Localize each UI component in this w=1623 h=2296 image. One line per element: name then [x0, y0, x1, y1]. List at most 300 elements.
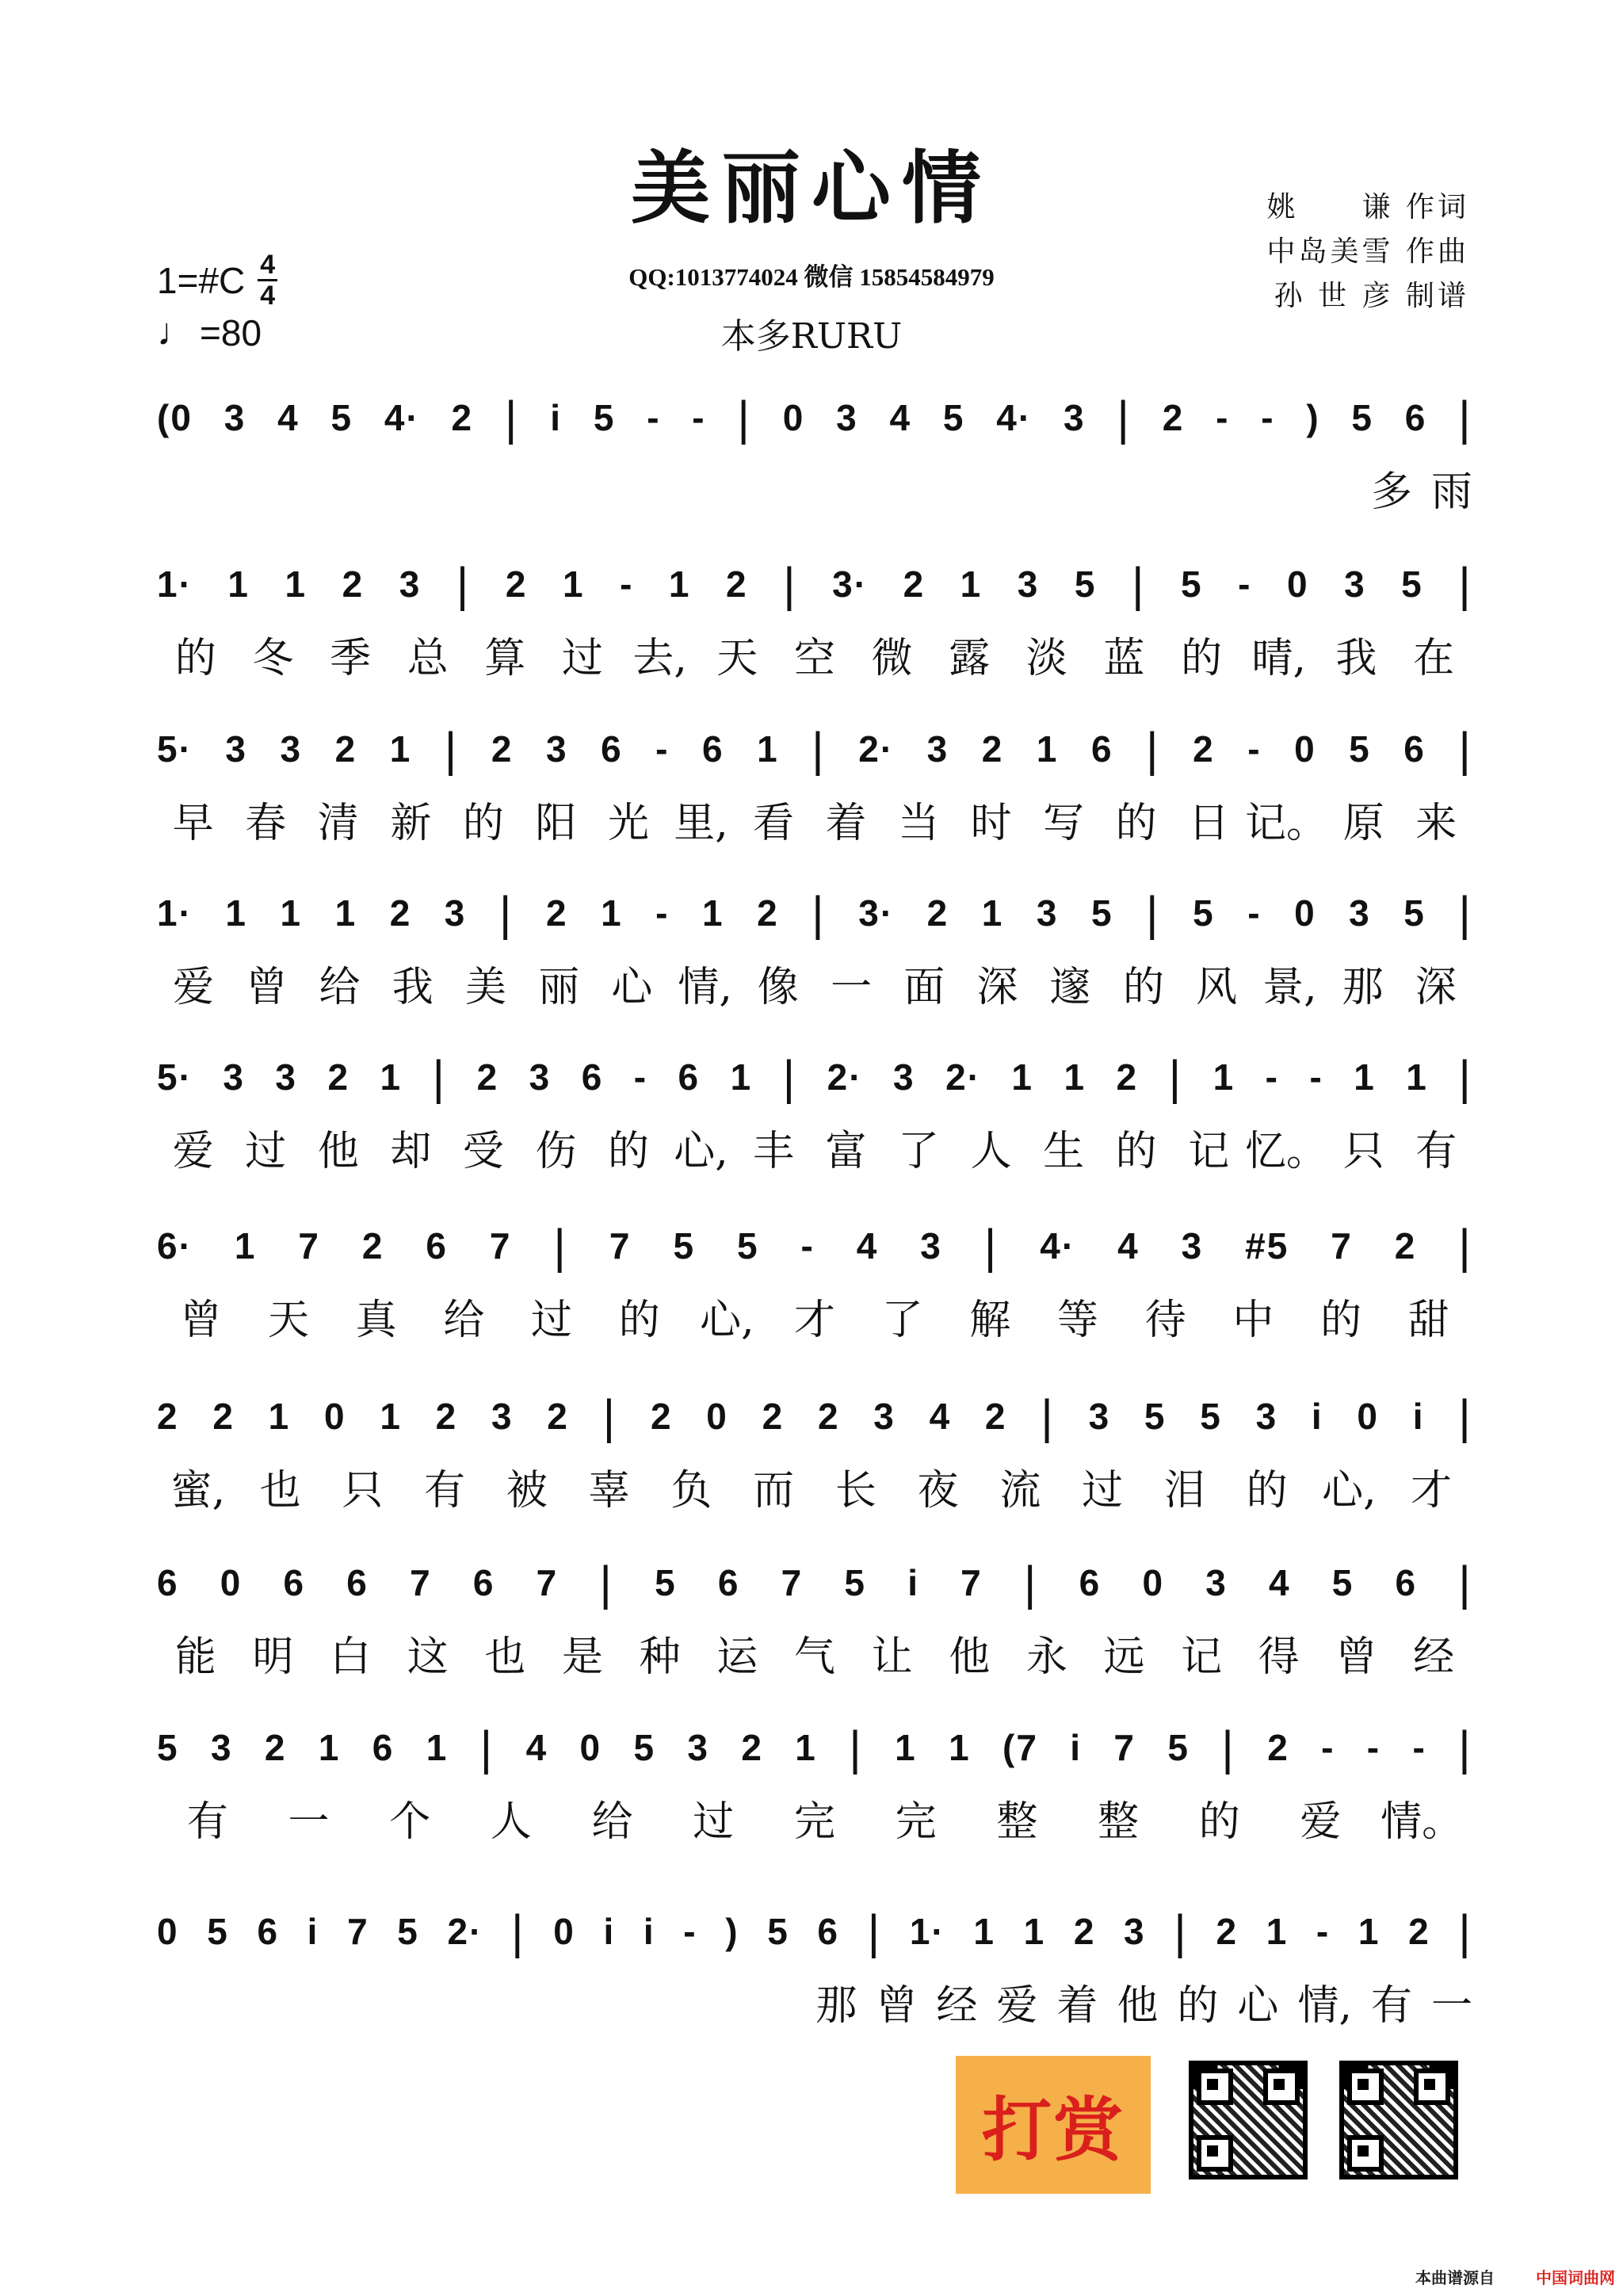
note: 2·	[827, 1056, 863, 1098]
tempo-value: =80	[200, 312, 262, 353]
note: 1	[701, 892, 724, 934]
bar-line: |	[1221, 1721, 1235, 1775]
bar-line: |	[456, 557, 471, 611]
lyric-char: 整	[1098, 1797, 1140, 1846]
bar-line: |	[1458, 1050, 1472, 1104]
lyrics-line	[157, 1458, 1472, 1514]
note: 5	[633, 1727, 656, 1768]
notation-line	[157, 1553, 1472, 1612]
lyric-char: 永	[1025, 1633, 1067, 1681]
bar-line: |	[812, 886, 826, 940]
lyric-char: 辜	[588, 1466, 630, 1515]
lyric-char: 让	[871, 1633, 913, 1681]
lyric-char: 却	[390, 1127, 432, 1175]
note: 1	[380, 1056, 403, 1098]
note: 5	[1167, 1727, 1190, 1768]
note: )	[725, 1911, 739, 1952]
note: 1	[601, 892, 623, 934]
note: -	[1366, 1727, 1381, 1768]
note: (7	[1002, 1727, 1038, 1768]
lyric-char: 心,	[700, 1296, 754, 1344]
lyric-char: 的	[174, 634, 216, 682]
lyric-char: 微	[871, 634, 913, 682]
note: 3·	[832, 563, 869, 605]
lyric-char: 也	[484, 1633, 526, 1681]
lyric-char: 过	[245, 1127, 287, 1175]
note: 2	[1267, 1727, 1289, 1768]
lyric-char: 曾	[1335, 1633, 1377, 1681]
lyric-char: 情。	[1381, 1797, 1464, 1846]
note: 6	[581, 1056, 604, 1098]
note: 6	[372, 1727, 395, 1768]
lyrics-line	[157, 791, 1472, 846]
lyric-char: 空	[793, 634, 835, 682]
lyric-char: 的	[618, 1296, 660, 1344]
note: 4·	[384, 397, 420, 438]
bar-line: |	[1458, 1721, 1472, 1775]
note: 6	[717, 1562, 740, 1603]
note: 1	[1358, 1911, 1381, 1952]
bar-line: |	[1041, 1389, 1055, 1443]
lyric-char: 情,	[1297, 1981, 1352, 2030]
lyrics-line	[157, 460, 1472, 515]
note: 7	[609, 1225, 632, 1266]
note: 3	[545, 728, 568, 770]
note: 2	[491, 728, 514, 770]
note: -	[800, 1225, 815, 1266]
note: 1	[960, 563, 983, 605]
lyric-char: 待	[1144, 1296, 1186, 1344]
note: 6	[817, 1911, 839, 1952]
lyric-char: 这	[407, 1633, 449, 1681]
note: 3	[225, 728, 247, 770]
lyrics-line	[157, 1625, 1472, 1680]
bar-line: |	[1146, 722, 1160, 776]
lyric-char: 个	[389, 1797, 431, 1846]
note: 4	[929, 1396, 952, 1437]
note: 5	[1200, 1396, 1222, 1437]
note: 1	[1011, 1056, 1034, 1098]
note: 1·	[157, 563, 193, 605]
qr-code-icon	[1189, 2061, 1308, 2179]
lyric-char: 泪	[1163, 1466, 1205, 1515]
lyric-char: 来	[1415, 799, 1457, 847]
note: 2	[451, 397, 474, 438]
note: 2·	[858, 728, 895, 770]
lyric-char: 写	[1043, 799, 1085, 847]
note: -	[620, 563, 634, 605]
note: 5	[593, 397, 616, 438]
lyric-char: 明	[252, 1633, 294, 1681]
lyric-char: 他	[1117, 1981, 1159, 2030]
lyric-char: 我	[1335, 634, 1377, 682]
note: 6	[701, 728, 724, 770]
note: 3	[836, 397, 858, 438]
lyric-char: 气	[793, 1633, 835, 1681]
note: 2	[476, 1056, 499, 1098]
note: 6	[346, 1562, 369, 1603]
lyric-char: 生	[1043, 1127, 1085, 1175]
lyric-char: 的	[1198, 1797, 1240, 1846]
lyric-char: 丰	[753, 1127, 795, 1175]
note: 1	[280, 892, 303, 934]
lyric-char: 曾	[876, 1981, 918, 2030]
note: i	[307, 1911, 319, 1952]
lyric-char: 种	[639, 1633, 681, 1681]
note: 0	[1286, 563, 1309, 605]
lyric-char: 风	[1196, 963, 1238, 1011]
lyric-char: 真	[355, 1296, 397, 1344]
note: 4·	[996, 397, 1033, 438]
note: 2	[1116, 1056, 1139, 1098]
footer-site[interactable]: 中国词曲网	[1536, 2268, 1615, 2287]
lyric-char: 春	[245, 799, 287, 847]
bar-line: |	[511, 1904, 525, 1958]
lyric-char: 而	[753, 1466, 795, 1515]
note: i	[1311, 1396, 1323, 1437]
lyric-char: 看	[753, 799, 795, 847]
lyric-char: 只	[1342, 1127, 1384, 1175]
bar-line: |	[783, 557, 797, 611]
lyric-char: 给	[591, 1797, 633, 1846]
notation-line	[157, 1048, 1472, 1106]
lyric-char: 完	[895, 1797, 937, 1846]
bar-line: |	[1458, 557, 1472, 611]
note: (0	[157, 397, 193, 438]
lyric-char: 的	[1246, 1466, 1288, 1515]
note: 2	[1216, 1911, 1239, 1952]
note: 3	[280, 728, 303, 770]
note: 7	[410, 1562, 432, 1603]
note: 5	[330, 397, 353, 438]
lyric-char: 一	[1430, 1981, 1472, 2030]
note: 0	[1142, 1562, 1165, 1603]
lyric-char: 心,	[1322, 1466, 1377, 1515]
note: 1	[225, 892, 247, 934]
lyric-char: 曾	[246, 963, 288, 1011]
note: -	[1265, 1056, 1279, 1098]
lyric-char: 负	[670, 1466, 712, 1515]
lyric-char: 伤	[535, 1127, 577, 1175]
note: 2	[547, 1396, 569, 1437]
note: 3	[1088, 1396, 1111, 1437]
lyric-char: 里,	[674, 799, 728, 847]
note: 0	[220, 1562, 242, 1603]
note: 3	[444, 892, 467, 934]
note: 5	[673, 1225, 696, 1266]
lyric-char: 给	[443, 1296, 485, 1344]
note: 6	[1404, 397, 1427, 438]
lyric-char: 心	[611, 963, 653, 1011]
note: 1	[730, 1056, 753, 1098]
time-bottom: 4	[260, 281, 276, 311]
arranger-credit: 孙 世 彦 制谱	[1274, 280, 1469, 312]
note: 7	[781, 1562, 804, 1603]
note: 0	[323, 1396, 346, 1437]
lyric-char: 夜	[917, 1466, 959, 1515]
composer-credit: 中岛美雪 作曲	[1266, 235, 1469, 268]
lyrics-line	[157, 626, 1472, 682]
note: -	[692, 397, 706, 438]
lyric-char: 景,	[1262, 963, 1317, 1011]
note: 2	[342, 563, 365, 605]
bar-line: |	[1458, 886, 1472, 940]
note: 3	[223, 397, 246, 438]
note: 6	[426, 1225, 448, 1266]
lyrics-line	[157, 955, 1472, 1010]
lyric-char: 过	[1082, 1466, 1124, 1515]
lyric-char: 邃	[1049, 963, 1091, 1011]
note: 1	[1212, 1056, 1235, 1098]
lyric-char: 的	[607, 1127, 649, 1175]
note: -	[655, 728, 670, 770]
note: 1	[1064, 1056, 1086, 1098]
lyric-char: 露	[949, 634, 991, 682]
lyric-char: 一	[831, 963, 873, 1011]
note: 7	[960, 1562, 983, 1603]
note: 0	[1357, 1396, 1379, 1437]
lyric-char: 天	[268, 1296, 310, 1344]
lyric-char: 有	[1415, 1127, 1457, 1175]
lyric-char: 的	[1320, 1296, 1362, 1344]
note: 2	[741, 1727, 763, 1768]
note: 3	[491, 1396, 514, 1437]
note: 6·	[157, 1225, 193, 1266]
note: i	[907, 1562, 919, 1603]
lyric-char: 只	[342, 1466, 384, 1515]
bar-line: |	[1458, 1904, 1472, 1958]
note: 1	[973, 1911, 995, 1952]
lyric-char: 过	[531, 1296, 573, 1344]
lyric-char: 解	[969, 1296, 1011, 1344]
lyric-char: 的	[462, 799, 504, 847]
note: #5	[1245, 1225, 1289, 1266]
bar-line: |	[812, 722, 826, 776]
note: 0	[1294, 892, 1316, 934]
note: )	[1306, 397, 1320, 438]
note: 3	[1063, 397, 1086, 438]
note: 1·	[157, 892, 193, 934]
note: 6	[283, 1562, 306, 1603]
lyric-char: 是	[562, 1633, 604, 1681]
note: 4	[525, 1727, 548, 1768]
lyric-char: 像	[757, 963, 799, 1011]
bar-line: |	[1458, 1219, 1472, 1273]
note: 2	[650, 1396, 673, 1437]
bar-line: |	[479, 1721, 495, 1775]
lyric-char: 受	[462, 1127, 504, 1175]
note: 1	[895, 1727, 917, 1768]
note: -	[1412, 1727, 1426, 1768]
note: i	[603, 1911, 616, 1952]
note: 1	[318, 1727, 341, 1768]
notation-line	[157, 1902, 1472, 1961]
credits	[1267, 185, 1469, 319]
lyric-char: 深	[1415, 963, 1457, 1011]
lyric-char: 一	[288, 1797, 330, 1846]
lyric-char: 我	[391, 963, 433, 1011]
note: 5	[1351, 397, 1374, 438]
lyric-char: 整	[996, 1797, 1038, 1846]
bar-line: |	[1458, 1389, 1472, 1443]
lyric-char: 运	[716, 1633, 758, 1681]
lyric-char: 爱	[172, 1127, 214, 1175]
note: -	[1316, 1911, 1331, 1952]
singer-name: 本多RURU	[720, 316, 903, 357]
note: -	[1247, 892, 1262, 934]
bar-line: |	[849, 1721, 863, 1775]
note: 2·	[945, 1056, 981, 1098]
lyric-char: 有	[186, 1797, 228, 1846]
lyric-char: 长	[834, 1466, 876, 1515]
key-signature	[157, 250, 277, 356]
lyric-char: 人	[970, 1127, 1012, 1175]
lyric-char: 完	[793, 1797, 835, 1846]
lyric-char: 的	[1122, 963, 1164, 1011]
note: 1	[981, 892, 1004, 934]
bar-line: |	[498, 886, 514, 940]
note: 5	[942, 397, 965, 438]
note: 0	[553, 1911, 575, 1952]
lyric-char: 爱	[1300, 1797, 1342, 1846]
note: 7	[298, 1225, 320, 1266]
lyric-char: 淡	[1025, 634, 1067, 682]
reward-button[interactable]: 打赏	[956, 2056, 1151, 2194]
lyric-char: 当	[898, 799, 940, 847]
note: 4	[889, 397, 912, 438]
note: -	[1261, 397, 1275, 438]
note: 3	[1255, 1396, 1278, 1437]
lyric-char: 深	[976, 963, 1018, 1011]
lyric-char: 时	[970, 799, 1012, 847]
lyric-char: 也	[259, 1466, 301, 1515]
lyric-char: 新	[390, 799, 432, 847]
lyric-char: 多	[1370, 468, 1412, 516]
lyric-char: 忆。	[1244, 1127, 1327, 1175]
note: 4	[1268, 1562, 1291, 1603]
note: 3	[529, 1056, 552, 1098]
bar-line: |	[1146, 886, 1160, 940]
note: -	[655, 892, 670, 934]
note: 2	[903, 563, 926, 605]
note: 3	[893, 1056, 915, 1098]
note: -	[647, 397, 661, 438]
key-label: 1=#C	[157, 259, 246, 301]
note: 4	[277, 397, 300, 438]
lyric-char: 记。	[1244, 799, 1327, 847]
note: 1	[949, 1727, 971, 1768]
note: i	[1070, 1727, 1083, 1768]
note: 1	[389, 728, 412, 770]
bar-line: |	[1458, 722, 1472, 776]
note: 1	[334, 892, 357, 934]
notation-line	[157, 388, 1472, 447]
note: 1	[757, 728, 779, 770]
note: 1	[268, 1396, 291, 1437]
bar-line: |	[432, 1050, 447, 1104]
bar-line: |	[553, 1219, 567, 1273]
lyric-char: 算	[484, 634, 526, 682]
lyrics-line	[157, 1288, 1472, 1343]
note: 1	[234, 1225, 257, 1266]
notation-line	[157, 1718, 1472, 1777]
lyric-char: 他	[949, 1633, 991, 1681]
note: 5	[1403, 892, 1426, 934]
note: 6	[1403, 728, 1426, 770]
note: 6	[678, 1056, 701, 1098]
note: 7	[347, 1911, 369, 1952]
lyric-char: 蜜,	[170, 1466, 226, 1515]
lyric-char: 着	[825, 799, 867, 847]
lyric-char: 在	[1413, 634, 1455, 682]
note: 2	[757, 892, 779, 934]
bar-line: |	[504, 391, 519, 445]
note: 3	[210, 1727, 233, 1768]
lyric-char: 爱	[996, 1981, 1038, 2030]
lyric-char: 日	[1188, 799, 1230, 847]
note: 3	[1205, 1562, 1228, 1603]
note: 5	[736, 1225, 759, 1266]
note: 2	[1408, 1911, 1430, 1952]
lyric-char: 富	[825, 1127, 867, 1175]
bar-line: |	[1458, 391, 1472, 445]
note: 3	[223, 1056, 245, 1098]
note: 1	[1354, 1056, 1376, 1098]
note: 1	[380, 1396, 402, 1437]
lyric-char: 有	[424, 1466, 466, 1515]
lyric-char: 冬	[252, 634, 294, 682]
note: i	[643, 1911, 655, 1952]
lyric-char: 季	[330, 634, 372, 682]
lyrics-line	[157, 1973, 1472, 2029]
lyric-char: 的	[1181, 634, 1223, 682]
note: 3·	[858, 892, 895, 934]
note: 3	[920, 1225, 942, 1266]
bar-line: |	[1131, 557, 1146, 611]
note: 5	[1090, 892, 1113, 934]
note: 3	[1124, 1911, 1146, 1952]
lyric-char: 记	[1181, 1633, 1223, 1681]
lyric-char: 原	[1342, 799, 1384, 847]
note: 5	[1181, 563, 1203, 605]
bar-line: |	[983, 1219, 999, 1273]
note: 6	[1395, 1562, 1418, 1603]
lyric-char: 蓝	[1103, 634, 1145, 682]
note: 3	[275, 1056, 297, 1098]
note: 1	[562, 563, 585, 605]
lyric-char: 能	[174, 1633, 216, 1681]
note: 7	[489, 1225, 512, 1266]
time-signature	[258, 250, 277, 310]
note: 2	[1394, 1225, 1417, 1266]
lyric-char: 过	[693, 1797, 735, 1846]
note: 2	[1073, 1911, 1096, 1952]
note: 5	[207, 1911, 229, 1952]
lyric-char: 有	[1370, 1981, 1412, 2030]
lyric-char: 经	[936, 1981, 978, 2030]
note: 1	[285, 563, 307, 605]
note: 2·	[447, 1911, 483, 1952]
note: 2	[762, 1396, 785, 1437]
note: 0	[1294, 728, 1316, 770]
lyric-char: 心,	[674, 1127, 728, 1175]
note: 0	[579, 1727, 602, 1768]
note: 3	[1349, 892, 1371, 934]
lyric-char: 远	[1103, 1633, 1145, 1681]
lyric-char: 情,	[678, 963, 732, 1011]
note: 7	[1331, 1225, 1353, 1266]
bar-line: |	[602, 1389, 617, 1443]
